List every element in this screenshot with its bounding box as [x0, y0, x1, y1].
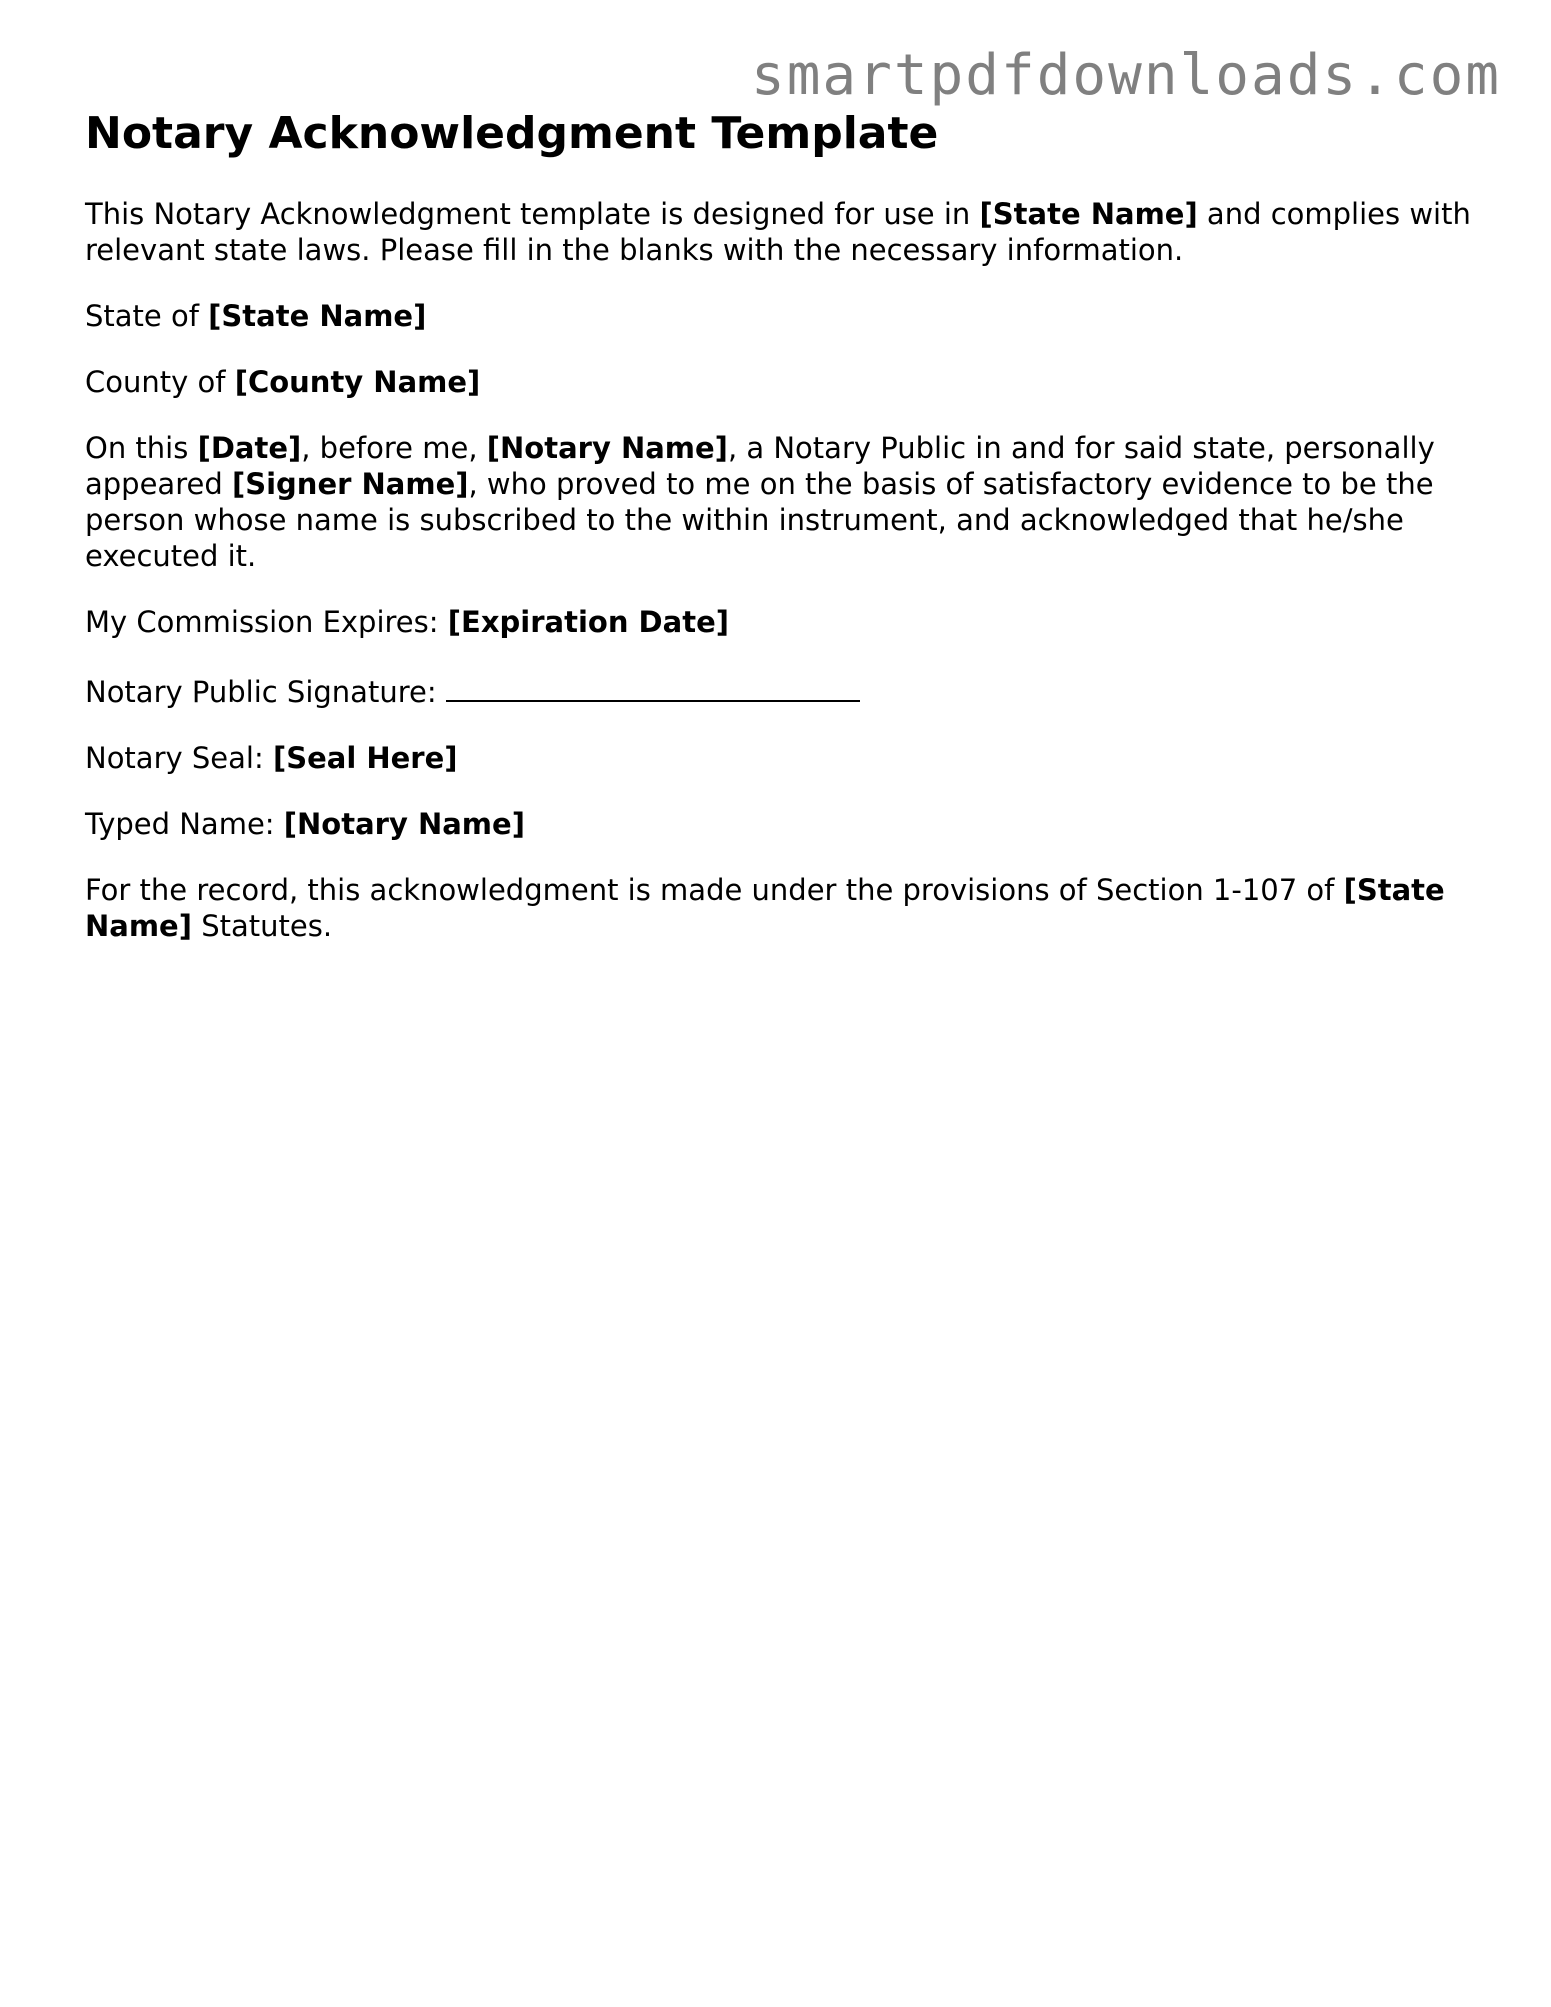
record-paragraph — [85, 872, 1485, 944]
signer-name-placeholder: [Signer Name] — [231, 467, 469, 501]
intro-text-1: This Notary Acknowledgment template is designed for use in — [85, 197, 980, 231]
notary-name-placeholder: [Notary Name] — [486, 431, 728, 465]
expiration-date-placeholder: [Expiration Date] — [447, 605, 729, 639]
county-line — [85, 364, 1485, 400]
watermark: smartpdfdownloads.com — [750, 43, 1501, 108]
page-title: Notary Acknowledgment Template — [85, 108, 939, 159]
typed-name-line — [85, 806, 1485, 842]
body-text-2: , before me, — [301, 431, 487, 465]
acknowledgment-paragraph — [85, 430, 1485, 574]
typed-name-label: Typed Name: — [85, 807, 284, 841]
county-label: County of — [85, 365, 235, 399]
body-text-4: , who proved to me on the basis of satisfactory evidence to be the person whose name is subscribed to the within instrument, and acknowledged that he/she executed it. — [85, 467, 1434, 573]
commission-line — [85, 604, 1485, 640]
seal-placeholder: [Seal Here] — [272, 741, 458, 775]
record-text-1: For the record, this acknowledgment is made under the provisions of Section 1-107 of — [85, 873, 1344, 907]
typed-name-placeholder: [Notary Name] — [283, 807, 525, 841]
body-text-3: , a Notary Public in and for said state, personally appeared — [85, 431, 1435, 501]
record-state-placeholder: [State Name] — [85, 873, 1445, 943]
state-label: State of — [85, 299, 209, 333]
signature-label: Notary Public Signature: — [85, 675, 446, 709]
date-placeholder: [Date] — [197, 431, 302, 465]
seal-line — [85, 740, 1485, 776]
signature-line — [85, 670, 1485, 710]
body-text-1: On this — [85, 431, 198, 465]
intro-state-placeholder: [State Name] — [979, 197, 1198, 231]
seal-label: Notary Seal: — [85, 741, 273, 775]
signature-blank[interactable] — [446, 670, 860, 702]
intro-paragraph — [85, 196, 1485, 268]
state-line — [85, 298, 1485, 334]
record-text-2: Statutes. — [191, 909, 333, 943]
document — [85, 106, 1485, 974]
state-placeholder: [State Name] — [208, 299, 427, 333]
county-placeholder: [County Name] — [234, 365, 481, 399]
commission-label: My Commission Expires: — [85, 605, 448, 639]
intro-text-2: and complies with relevant state laws. Please fill in the blanks with the necessary information. — [85, 197, 1471, 267]
